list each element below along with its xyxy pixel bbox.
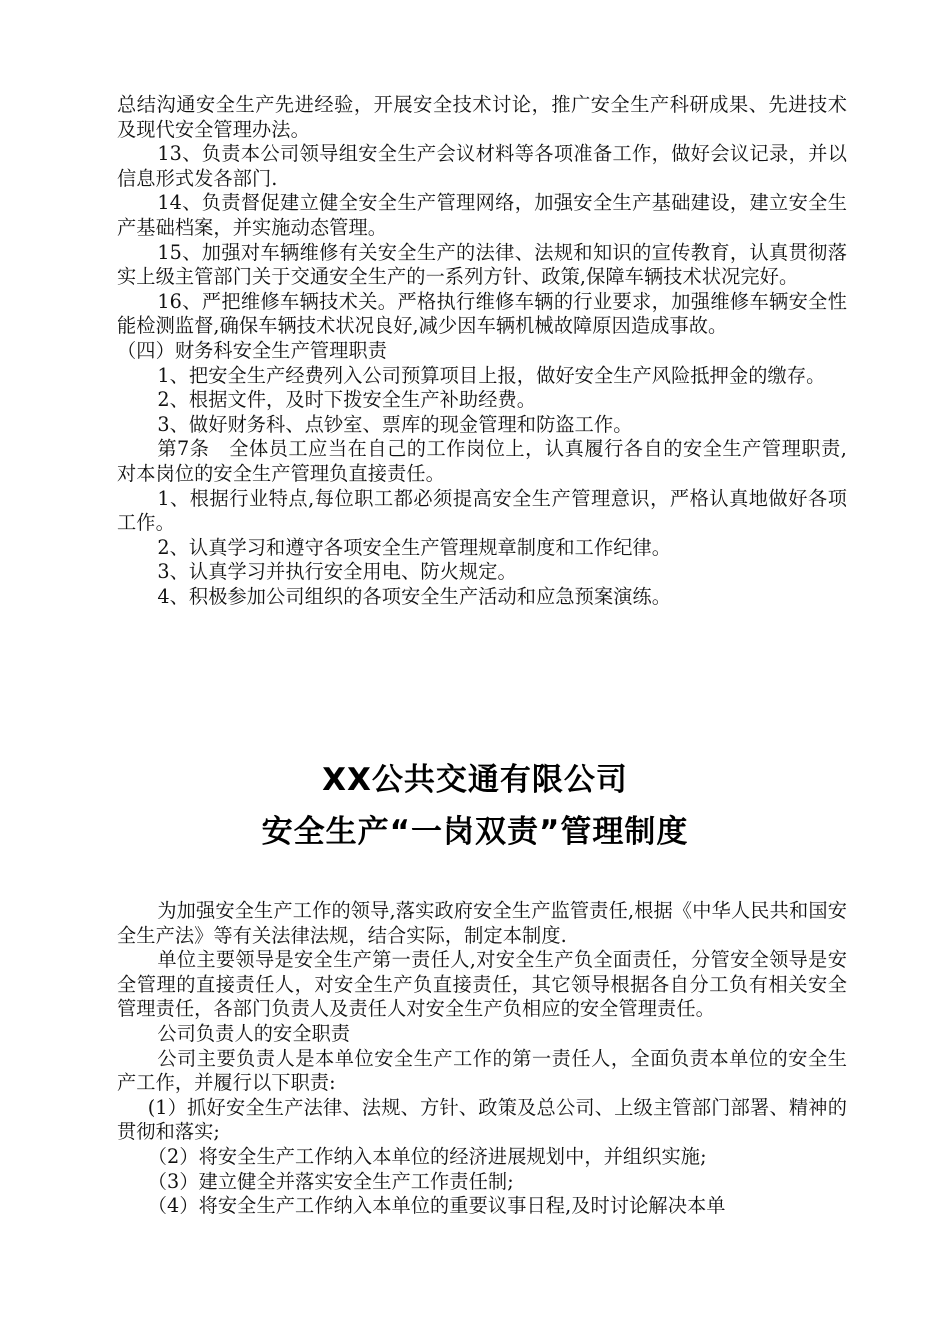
paragraph-item-15: 15、加强对车辆维修有关安全生产的法律、法规和知识的宣传教育，认真贯彻落实上级主管部门关于交通安全生产的一系列方针、政策,保障车辆技术状况完好。 — [117, 240, 847, 289]
paragraph-item-13: 13、负责本公司领导组安全生产会议材料等各项准备工作，做好会议记录，并以信息形式发各部门. — [117, 142, 847, 190]
subheading-leader-duties: 公司负责人的安全职责 — [157, 1021, 351, 1045]
paragraph-staff-3: 3、认真学习并执行安全用电、防火规定。 — [157, 560, 517, 584]
paragraph-responsibility: 单位主要领导是安全生产第一责任人,对安全生产负全面责任，分管安全领导是安全管理的直接责任人，对安全生产负直接责任，其它领导根据各自分工负有相关安全管理责任，各部门负责人及责任人对安全生产负相应的安全管理责任。 — [117, 948, 847, 1021]
paragraph-leader-duties: 公司主要负责人是本单位安全生产工作的第一责任人，全面负责本单位的安全生产工作，并履行以下职责: — [117, 1046, 847, 1095]
paragraph-finance-2: 2、根据文件，及时下拨安全生产补助经费。 — [157, 388, 537, 412]
section-heading-finance: （四）财务科安全生产管理职责 — [117, 338, 388, 362]
document-title-company: XX公共交通有限公司 — [322, 762, 628, 798]
top-text-section — [117, 93, 847, 609]
paragraph-continuation: 总结沟通安全生产先进经验，开展安全技术讨论，推广安全生产科研成果、先进技术及现代安全管理办法。 — [117, 93, 847, 141]
duty-item-1: (1）抓好安全生产法律、法规、方针、政策及总公司、上级主管部门部署、精神的贯彻和落实; — [117, 1095, 847, 1144]
duty-item-2: （2）将安全生产工作纳入本单位的经济进展规划中，并组织实施; — [147, 1144, 707, 1168]
duty-item-4: （4）将安全生产工作纳入本单位的重要议事日程,及时讨论解决本单 — [147, 1194, 726, 1218]
paragraph-item-16: 16、严把维修车辆技术关。严格执行维修车辆的行业要求，加强维修车辆安全性能检测监督,确保车辆技术状况良好,减少因车辆机械故障原因造成事故。 — [117, 289, 847, 338]
paragraph-article-7: 第7条 全体员工应当在自己的工作岗位上，认真履行各自的安全生产管理职责,对本岗位的安全生产管理负直接责任。 — [117, 437, 847, 485]
document-title-regulation: 安全生产“一岗双责”管理制度 — [261, 814, 689, 850]
paragraph-staff-2: 2、认真学习和遵守各项安全生产管理规章制度和工作纪律。 — [157, 535, 672, 559]
paragraph-finance-1: 1、把安全生产经费列入公司预算项目上报，做好安全生产风险抵押金的缴存。 — [157, 363, 826, 387]
paragraph-finance-3: 3、做好财务科、点钞室、票库的现金管理和防盗工作。 — [157, 412, 633, 436]
paragraph-staff-1: 1、根据行业特点,每位职工都必须提高安全生产管理意识，严格认真地做好各项工作。 — [117, 486, 847, 535]
paragraph-item-14: 14、负责督促建立健全安全生产管理网络，加强安全生产基础建设，建立安全生产基础档案，并实施动态管理。 — [117, 191, 847, 239]
bottom-text-section — [117, 899, 847, 1219]
duty-item-3: （3）建立健全并落实安全生产工作责任制; — [147, 1169, 514, 1193]
paragraph-intro: 为加强安全生产工作的领导,落实政府安全生产监管责任,根据《中华人民共和国安全生产法》等有关法律法规，结合实际，制定本制度. — [117, 899, 847, 947]
paragraph-staff-4: 4、积极参加公司组织的各项安全生产活动和应急预案演练。 — [157, 584, 672, 608]
